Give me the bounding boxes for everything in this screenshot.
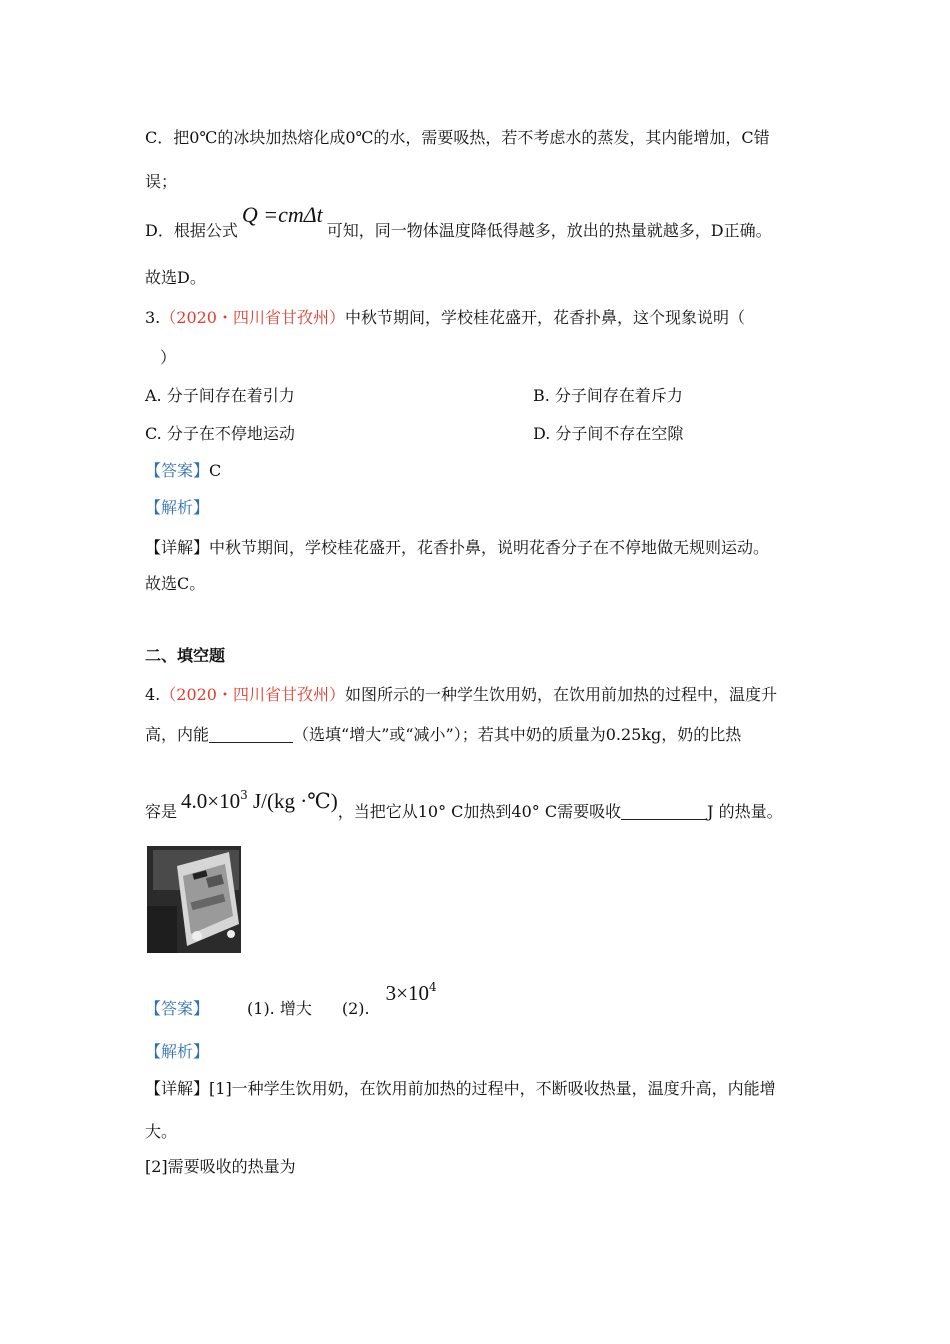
option-a: A. 分子间存在着引力: [145, 386, 295, 405]
answer-row: [145, 461, 221, 481]
answer-part-2-value: [370, 980, 437, 1005]
question-3-stem-close: ）: [160, 348, 177, 367]
q4-answer-row: [145, 980, 437, 1019]
question-text-part: 容是: [145, 802, 178, 821]
option-d: D. 分子间不存在空隙: [533, 424, 684, 443]
question-text-part: （选填“增大”或“减小”）；若其中奶的质量为0.25kg，奶的比热: [293, 725, 742, 744]
answer-tag: 【答案】: [145, 999, 210, 1018]
specific-heat-formula: [177, 788, 338, 813]
question-3-stem: [145, 308, 745, 328]
choose-c: 故选C。: [145, 574, 206, 593]
answer-base: 3×10: [385, 981, 429, 1005]
answer-part-2-label: (2).: [341, 999, 370, 1018]
q4-detail-line1: [145, 1079, 776, 1099]
analysis-tag: 【解析】: [145, 498, 210, 517]
answer-exponent: 4: [428, 980, 437, 994]
q4-detail-line2: 大。: [145, 1122, 178, 1141]
answer-value: C: [209, 461, 222, 480]
heat-formula: Q =cmΔt: [241, 202, 323, 227]
milk-bag-photo: [147, 846, 241, 953]
question-4-line1: [145, 685, 777, 705]
formula-exponent: 3: [240, 788, 248, 802]
question-text: 中秋节期间，学校桂花盛开，花香扑鼻，这个现象说明（: [345, 308, 746, 327]
question-text-part: 高，内能: [145, 725, 210, 744]
section-title: 二、填空题: [145, 646, 226, 665]
option-b: B. 分子间存在着斥力: [533, 386, 683, 405]
detail-row: [145, 538, 769, 558]
answer-part-1: (1). 增大: [247, 999, 312, 1018]
option-d-suffix: 可知，同一物体温度降低得越多，放出的热量就越多，D正确。: [326, 221, 772, 240]
detail-text: [1]一种学生饮用奶，在饮用前加热的过程中，不断吸收热量，温度升高，内能增: [209, 1079, 776, 1098]
question-source: （2020・四川省甘孜州）: [160, 685, 345, 704]
question-number: 3.: [145, 308, 161, 327]
question-text-part: J 的热量。: [707, 802, 783, 821]
fill-blank-2[interactable]: [621, 803, 707, 820]
detail-tag: 【详解】: [145, 538, 210, 557]
formula-base: 4.0×10: [181, 789, 241, 813]
question-number: 4.: [145, 685, 161, 704]
detail-text: 中秋节期间，学校桂花盛开，花香扑鼻，说明花香分子在不停地做无规则运动。: [209, 538, 770, 557]
formula-unit: J/(kg ·℃): [247, 789, 338, 813]
option-d-analysis: [145, 202, 772, 241]
question-text: 如图所示的一种学生饮用奶，在饮用前加热的过程中，温度升: [345, 685, 778, 704]
q4-analysis-tag: 【解析】: [145, 1042, 210, 1061]
choose-d: 故选D。: [145, 268, 206, 287]
option-d-prefix: D．根据公式: [145, 221, 238, 240]
answer-tag: 【答案】: [145, 461, 210, 480]
question-4-line3: [145, 788, 783, 822]
option-c-analysis-line2: 误；: [145, 172, 178, 191]
question-source: （2020・四川省甘孜州）: [160, 308, 345, 327]
q4-detail-2: [2]需要吸收的热量为: [145, 1157, 296, 1176]
fill-blank-1[interactable]: [209, 726, 293, 743]
option-c-analysis-line1: C．把0℃的冰块加热熔化成0℃的水，需要吸热，若不考虑水的蒸发，其内能增加，C错: [145, 128, 770, 147]
question-text-part: ，当把它从10° C加热到40° C需要吸收: [337, 802, 622, 821]
question-4-line2: [145, 725, 741, 745]
detail-tag: 【详解】: [145, 1079, 210, 1098]
milk-bag-image: [147, 846, 241, 953]
option-c: C. 分子在不停地运动: [145, 424, 295, 443]
